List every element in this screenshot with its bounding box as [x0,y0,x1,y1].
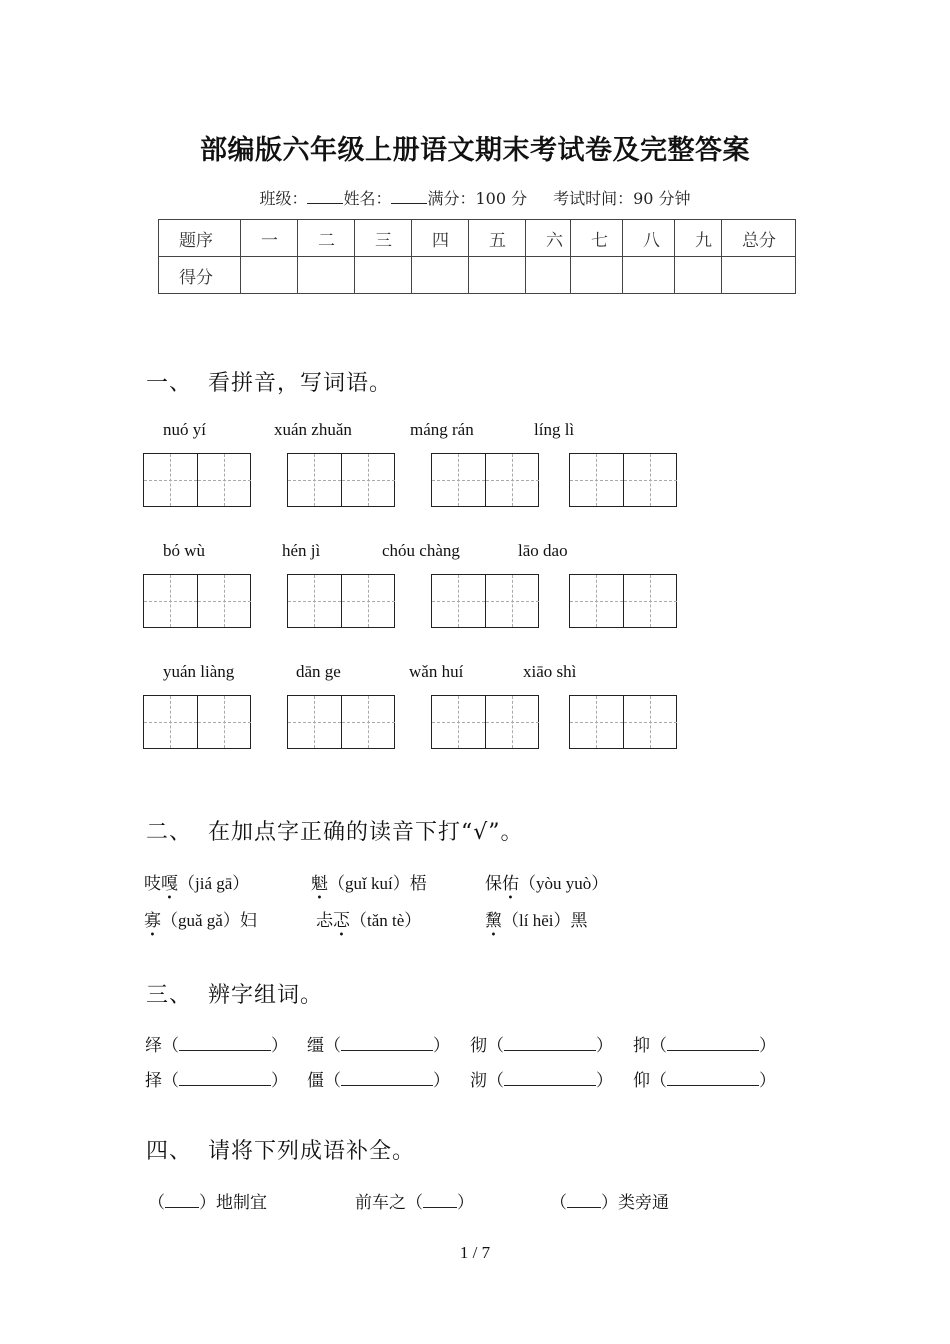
char: 僵 [307,1071,324,1091]
score-header-row [159,220,796,257]
section-3-number: 三、 [146,983,193,1008]
reading-options[interactable]: （guǎ gǎ） [161,911,240,930]
score-header-cell: 八 [623,220,675,257]
section-4-title: 请将下列成语补全。 [208,1139,416,1164]
char: 仰 [633,1071,650,1091]
answer-blank[interactable] [341,1036,433,1051]
page-number: 1 / 7 [459,1243,491,1262]
pinyin-label: wǎn huí [409,662,464,681]
paren: ） [433,1036,450,1056]
reading-options[interactable]: （tǎn tè） [350,911,422,930]
pinyin-label: hén jì [282,541,321,560]
section-2-number: 二、 [146,820,193,845]
word-item [307,1066,450,1091]
section-1-title: 看拼音，写词语。 [208,371,393,396]
reading-item [144,869,249,894]
score-header-cell: 五 [469,220,526,257]
dotted-char: 佑 [502,874,519,894]
class-blank[interactable] [307,189,343,204]
word-item [307,1031,450,1056]
word-item [470,1066,613,1091]
idiom-item [550,1188,669,1213]
score-header-cell: 三 [355,220,412,257]
writing-grid[interactable] [431,453,539,507]
score-cell[interactable] [241,257,298,294]
item-text: 保 [485,874,502,894]
idiom-text: ）地制宜 [199,1193,267,1213]
writing-grid[interactable] [431,574,539,628]
section-2-title: 在加点字正确的读音下打“√”。 [208,820,524,845]
answer-blank[interactable] [504,1036,596,1051]
item-text: 吱 [144,874,161,894]
score-cell[interactable] [469,257,526,294]
score-cell[interactable] [412,257,469,294]
score-cell[interactable] [571,257,623,294]
score-header-cell: 一 [241,220,298,257]
paren: ） [759,1036,776,1056]
paren: ） [596,1036,613,1056]
paren: ） [271,1036,288,1056]
item-text: 黑 [570,911,588,931]
answer-blank[interactable] [341,1071,433,1086]
section-1-heading [146,366,392,397]
reading-item [485,869,608,894]
dotted-char: 嘎 [161,874,178,894]
paren: （ [162,1036,179,1056]
score-cell[interactable] [722,257,796,294]
score-cell[interactable] [355,257,412,294]
paren: ） [271,1071,288,1091]
paren: （ [487,1071,504,1091]
writing-grid[interactable] [287,453,395,507]
answer-blank[interactable] [667,1071,759,1086]
full-score: 满分：100 分 [427,189,528,208]
reading-item [144,906,257,931]
char: 缰 [307,1036,324,1056]
word-item [145,1031,288,1056]
idiom-item [148,1188,267,1213]
answer-blank[interactable] [179,1071,271,1086]
score-header-cell: 二 [298,220,355,257]
reading-item [485,906,587,931]
dotted-char: 忑 [333,911,350,931]
writing-grid[interactable] [287,695,395,749]
section-3-title: 辨字组词。 [208,983,324,1008]
score-header-cell: 四 [412,220,469,257]
section-4-heading [146,1134,415,1165]
reading-options[interactable]: （guǐ kuí） [328,874,410,893]
score-header-cell: 七 [571,220,623,257]
word-item [145,1066,288,1091]
word-item [633,1066,776,1091]
answer-blank[interactable] [667,1036,759,1051]
pinyin-label: bó wù [163,541,206,560]
reading-options[interactable]: （lí hēi） [502,911,571,930]
section-4-number: 四、 [146,1139,193,1164]
reading-item [316,906,421,931]
pinyin-label: nuó yí [163,420,206,439]
reading-options[interactable]: （yòu yuò） [519,874,609,893]
char: 择 [145,1071,162,1091]
paren: （ [162,1071,179,1091]
writing-grid[interactable] [287,574,395,628]
writing-grid[interactable] [569,453,677,507]
writing-grid[interactable] [431,695,539,749]
reading-item [311,869,427,894]
paren: ） [596,1071,613,1091]
char: 彻 [470,1036,487,1056]
paren: ） [759,1071,776,1091]
writing-grid[interactable] [143,695,251,749]
idiom-text: ） [457,1193,474,1213]
pinyin-label: máng rán [410,420,474,439]
dotted-char: 黧 [485,911,502,931]
paren: （ [324,1036,341,1056]
pinyin-label: xuán zhuǎn [274,420,352,439]
dotted-char: 魁 [311,874,328,894]
pinyin-label: dān ge [296,662,341,681]
paren: （ [324,1071,341,1091]
reading-options[interactable]: （jiá gā） [178,874,250,893]
pinyin-label: yuán liàng [163,662,235,681]
pinyin-label: chóu chàng [382,541,460,560]
score-cell[interactable] [526,257,571,294]
score-cell[interactable] [623,257,675,294]
dotted-char: 寡 [144,911,161,931]
char: 沏 [470,1071,487,1091]
answer-blank[interactable] [423,1193,457,1208]
pinyin-label: xiāo shì [523,662,577,681]
idiom-item [355,1188,474,1213]
score-value-row [159,257,796,294]
class-label: 班级： [259,189,308,208]
score-cell[interactable] [298,257,355,294]
idiom-text: ）类旁通 [601,1193,669,1213]
writing-grid[interactable] [569,695,677,749]
answer-blank[interactable] [504,1071,596,1086]
section-2-heading [146,815,524,846]
score-row-label: 得分 [159,257,241,294]
score-header-cell: 六 [526,220,571,257]
paren: （ [487,1036,504,1056]
answer-blank[interactable] [567,1193,601,1208]
item-text: 忐 [316,911,333,931]
pinyin-label: líng lì [534,420,575,439]
paren: （ [650,1071,667,1091]
word-item [470,1031,613,1056]
pinyin-label: lāo dao [518,541,568,560]
exam-info [0,186,950,209]
score-table [158,219,796,294]
idiom-text: （ [550,1193,567,1213]
writing-grid[interactable] [143,574,251,628]
score-cell[interactable] [675,257,722,294]
char: 绎 [145,1036,162,1056]
exam-time: 考试时间：90 分钟 [553,189,691,208]
idiom-text: 前车之（ [355,1193,423,1213]
page-title: 部编版六年级上册语文期末考试卷及完整答案 [200,135,750,166]
paren: ） [433,1071,450,1091]
section-1-number: 一、 [146,371,193,396]
writing-grid[interactable] [569,574,677,628]
section-3-heading [146,978,323,1009]
item-text: 梧 [409,874,427,894]
score-header-cell: 题序 [159,220,241,257]
name-label: 姓名： [343,189,392,208]
word-item [633,1031,776,1056]
name-blank[interactable] [391,189,427,204]
paren: （ [650,1036,667,1056]
answer-blank[interactable] [165,1193,199,1208]
item-text: 妇 [239,911,257,931]
score-header-cell: 总分 [722,220,796,257]
score-header-cell: 九 [675,220,722,257]
writing-grid[interactable] [143,453,251,507]
idiom-text: （ [148,1193,165,1213]
char: 抑 [633,1036,650,1056]
answer-blank[interactable] [179,1036,271,1051]
